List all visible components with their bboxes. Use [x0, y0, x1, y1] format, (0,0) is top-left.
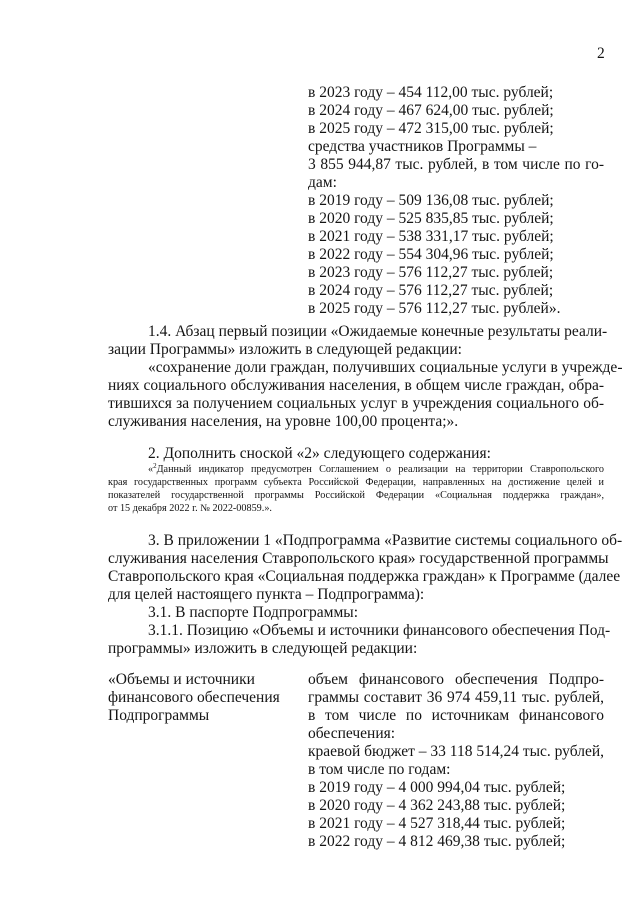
text-line: 3 855 944,87 тыс. рублей, в том числе по го-: [308, 156, 604, 173]
text-line: в 2024 году – 576 112,27 тыс. рублей;: [308, 282, 554, 299]
footnote-open-quote: «: [148, 464, 154, 475]
text-line: «Объемы и источники: [108, 671, 255, 688]
text-line: 3. В приложении 1 «Подпрограмма «Развитие системы социального об-: [148, 532, 623, 549]
text-line: финансового обеспечения: [108, 689, 280, 706]
text-line: в 2021 году – 4 527 318,44 тыс. рублей;: [308, 815, 566, 832]
text-line: служивания населения Ставропольского края» государственной программы: [108, 550, 609, 567]
page-number: 2: [597, 45, 605, 62]
text-line: Подпрограммы: [108, 707, 210, 724]
text-line: 3.1. В паспорте Подпрограммы:: [148, 604, 359, 621]
text-line: в 2025 году – 472 315,00 тыс. рублей;: [308, 120, 554, 137]
text-line: дам:: [308, 174, 337, 191]
text-line: для целей настоящего пункта – Подпрограмма):: [108, 586, 425, 603]
footnote-marker: 2: [153, 462, 157, 470]
text-line: Ставропольского края «Социальная поддержка граждан» к Программе (далее: [108, 568, 621, 585]
text-line: в 2023 году – 454 112,00 тыс. рублей;: [308, 84, 554, 101]
section-2-heading: 2. Дополнить сноской «2» следующего содержания:: [148, 445, 491, 462]
text-line: в 2022 году – 4 812 469,38 тыс. рублей;: [308, 833, 566, 850]
text-line: программы» изложить в следующей редакции:: [108, 640, 418, 657]
text-line: краевой бюджет – 33 118 514,24 тыс. рублей,: [308, 743, 605, 760]
text-line: в 2019 году – 509 136,08 тыс. рублей;: [308, 192, 554, 209]
text-line: объем финансового обеспечения Подпро-: [308, 671, 604, 688]
text-line: в том числе по источникам финансового: [308, 707, 604, 724]
text-line: показателей государственной программы Российской Федерации «Социальная поддержка граждан»,: [108, 490, 604, 501]
text-line: в 2021 году – 538 331,17 тыс. рублей;: [308, 228, 554, 245]
text-line: служивания населения, на уровне 100,00 процента;».: [108, 413, 459, 430]
text-line: зации Программы» изложить в следующей редакции:: [108, 341, 462, 358]
text-line: обеспечения:: [308, 725, 396, 742]
text-line: ниях социального обслуживания населения, в общем числе граждан, обра-: [108, 377, 604, 394]
text-line: средства участников Программы –: [308, 138, 537, 155]
text-line: в 2024 году – 467 624,00 тыс. рублей;: [308, 102, 554, 119]
text-line: в 2020 году – 4 362 243,88 тыс. рублей;: [308, 797, 566, 814]
text-line: 1.4. Абзац первый позиции «Ожидаемые конечные результаты реали-: [148, 323, 608, 340]
text-line: 3.1.1. Позицию «Объемы и источники финансового обеспечения Под-: [148, 622, 611, 639]
text-line: в 2025 году – 576 112,27 тыс. рублей».: [308, 300, 561, 317]
text-line: в 2023 году – 576 112,27 тыс. рублей;: [308, 264, 554, 281]
text-line: тившихся за получением социальных услуг в учреждения социального об-: [108, 395, 604, 412]
text-line: в том числе по годам:: [308, 761, 451, 778]
text-line: в 2022 году – 554 304,96 тыс. рублей;: [308, 246, 554, 263]
text-line: края государственных программ субъекта Российской Федерации, направленных на достижение целей и: [108, 477, 604, 488]
text-line: граммы составит 36 974 459,11 тыс. рублей,: [308, 689, 604, 706]
text-line: «сохранение доли граждан, получивших социальные услуги в учрежде-: [148, 359, 623, 376]
text-line: в 2020 году – 525 835,85 тыс. рублей;: [308, 210, 554, 227]
text-line: Данный индикатор предусмотрен Соглашением о реализации на территории Ставропольского: [156, 464, 604, 475]
text-line: от 15 декабря 2022 г. № 2022-00859.».: [108, 503, 272, 514]
text-line: в 2019 году – 4 000 994,04 тыс. рублей;: [308, 779, 566, 796]
